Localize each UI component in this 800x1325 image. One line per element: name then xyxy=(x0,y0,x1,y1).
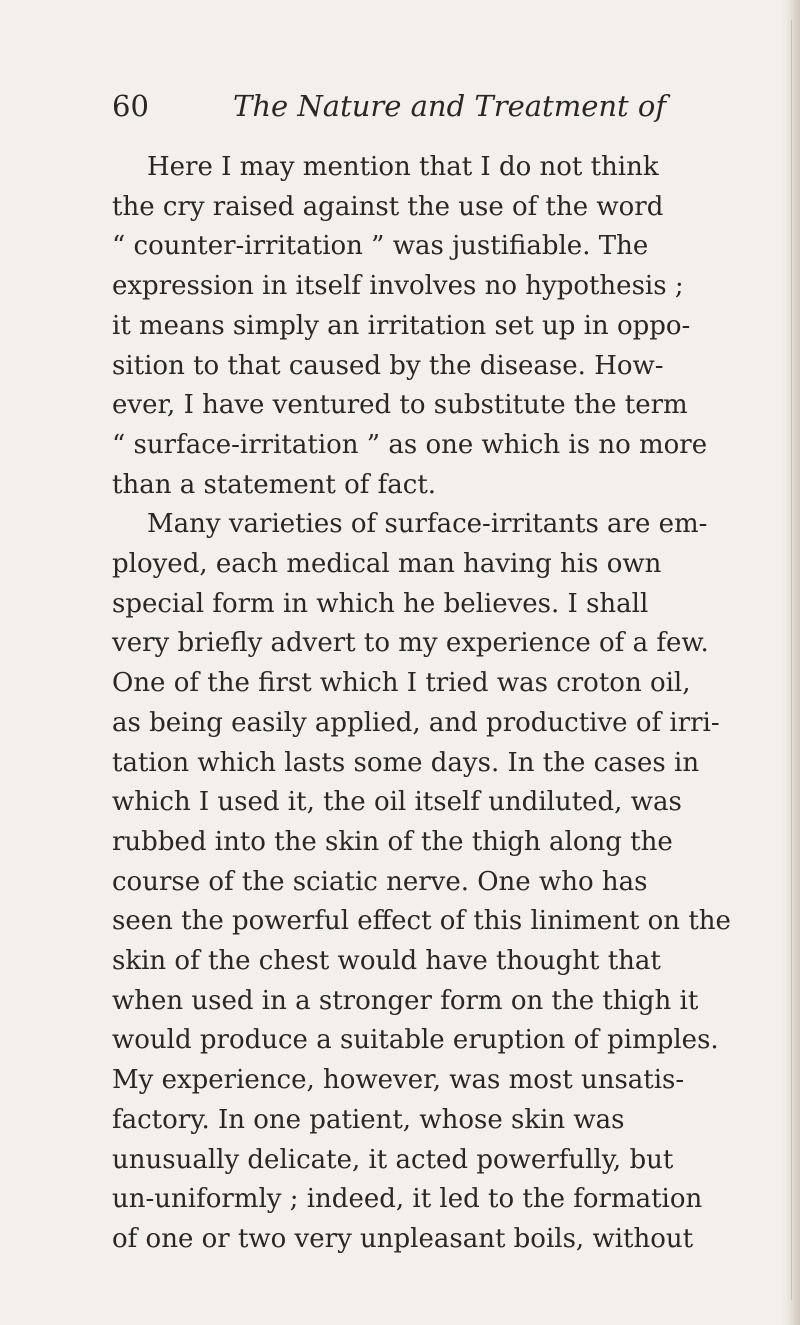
running-header xyxy=(112,86,732,126)
text-line: very briefly advert to my experience of a few. xyxy=(112,628,709,659)
text-line: of one or two very unpleasant boils, without xyxy=(112,1223,694,1254)
text-line: expression in itself involves no hypothesis ; xyxy=(112,271,684,302)
text-line: ever, I have ventured to substitute the term xyxy=(112,390,688,421)
paragraph-2 xyxy=(112,505,766,1259)
text-line: seen the powerful effect of this liniment on the xyxy=(112,906,731,937)
text-line: unusually delicate, it acted powerfully, but xyxy=(112,1144,674,1175)
text-line: “ surface-irritation ” as one which is no more xyxy=(112,429,708,460)
text-line: the cry raised against the use of the word xyxy=(112,191,664,222)
text-line: Here I may mention that I do not think xyxy=(147,152,659,182)
page-number: 60 xyxy=(112,89,149,123)
text-line: tation which lasts some days. In the cases in xyxy=(112,747,700,778)
page-edge-line xyxy=(791,20,792,1300)
running-title: The Nature and Treatment of xyxy=(233,89,667,123)
text-line: ployed, each medical man having his own xyxy=(112,549,662,580)
text-line: than a statement of fact. xyxy=(112,469,437,500)
text-line: skin of the chest would have thought that xyxy=(112,946,661,977)
paragraph-1 xyxy=(112,148,766,505)
text-line: special form in which he believes. I shall xyxy=(112,588,649,619)
text-line: “ counter-irritation ” was justifiable. The xyxy=(112,231,649,262)
text-line: rubbed into the skin of the thigh along the xyxy=(112,826,673,857)
text-line: as being easily applied, and productive of irri- xyxy=(112,707,720,738)
text-line: sition to that caused by the disease. How- xyxy=(112,350,664,381)
body-text xyxy=(112,148,766,1260)
text-line: Many varieties of surface-irritants are em- xyxy=(147,509,708,540)
text-line: factory. In one patient, whose skin was xyxy=(112,1104,625,1135)
text-line: would produce a suitable eruption of pimples. xyxy=(112,1025,719,1056)
text-line: One of the first which I tried was croton oil, xyxy=(112,668,691,699)
text-line: course of the sciatic nerve. One who has xyxy=(112,866,648,897)
text-line: when used in a stronger form on the thigh it xyxy=(112,985,699,1016)
text-line: un-uniformly ; indeed, it led to the formation xyxy=(112,1184,703,1215)
text-line: which I used it, the oil itself undiluted, was xyxy=(112,787,682,818)
text-line: My experience, however, was most unsatis- xyxy=(112,1065,685,1096)
text-line: it means simply an irritation set up in oppo- xyxy=(112,310,691,341)
